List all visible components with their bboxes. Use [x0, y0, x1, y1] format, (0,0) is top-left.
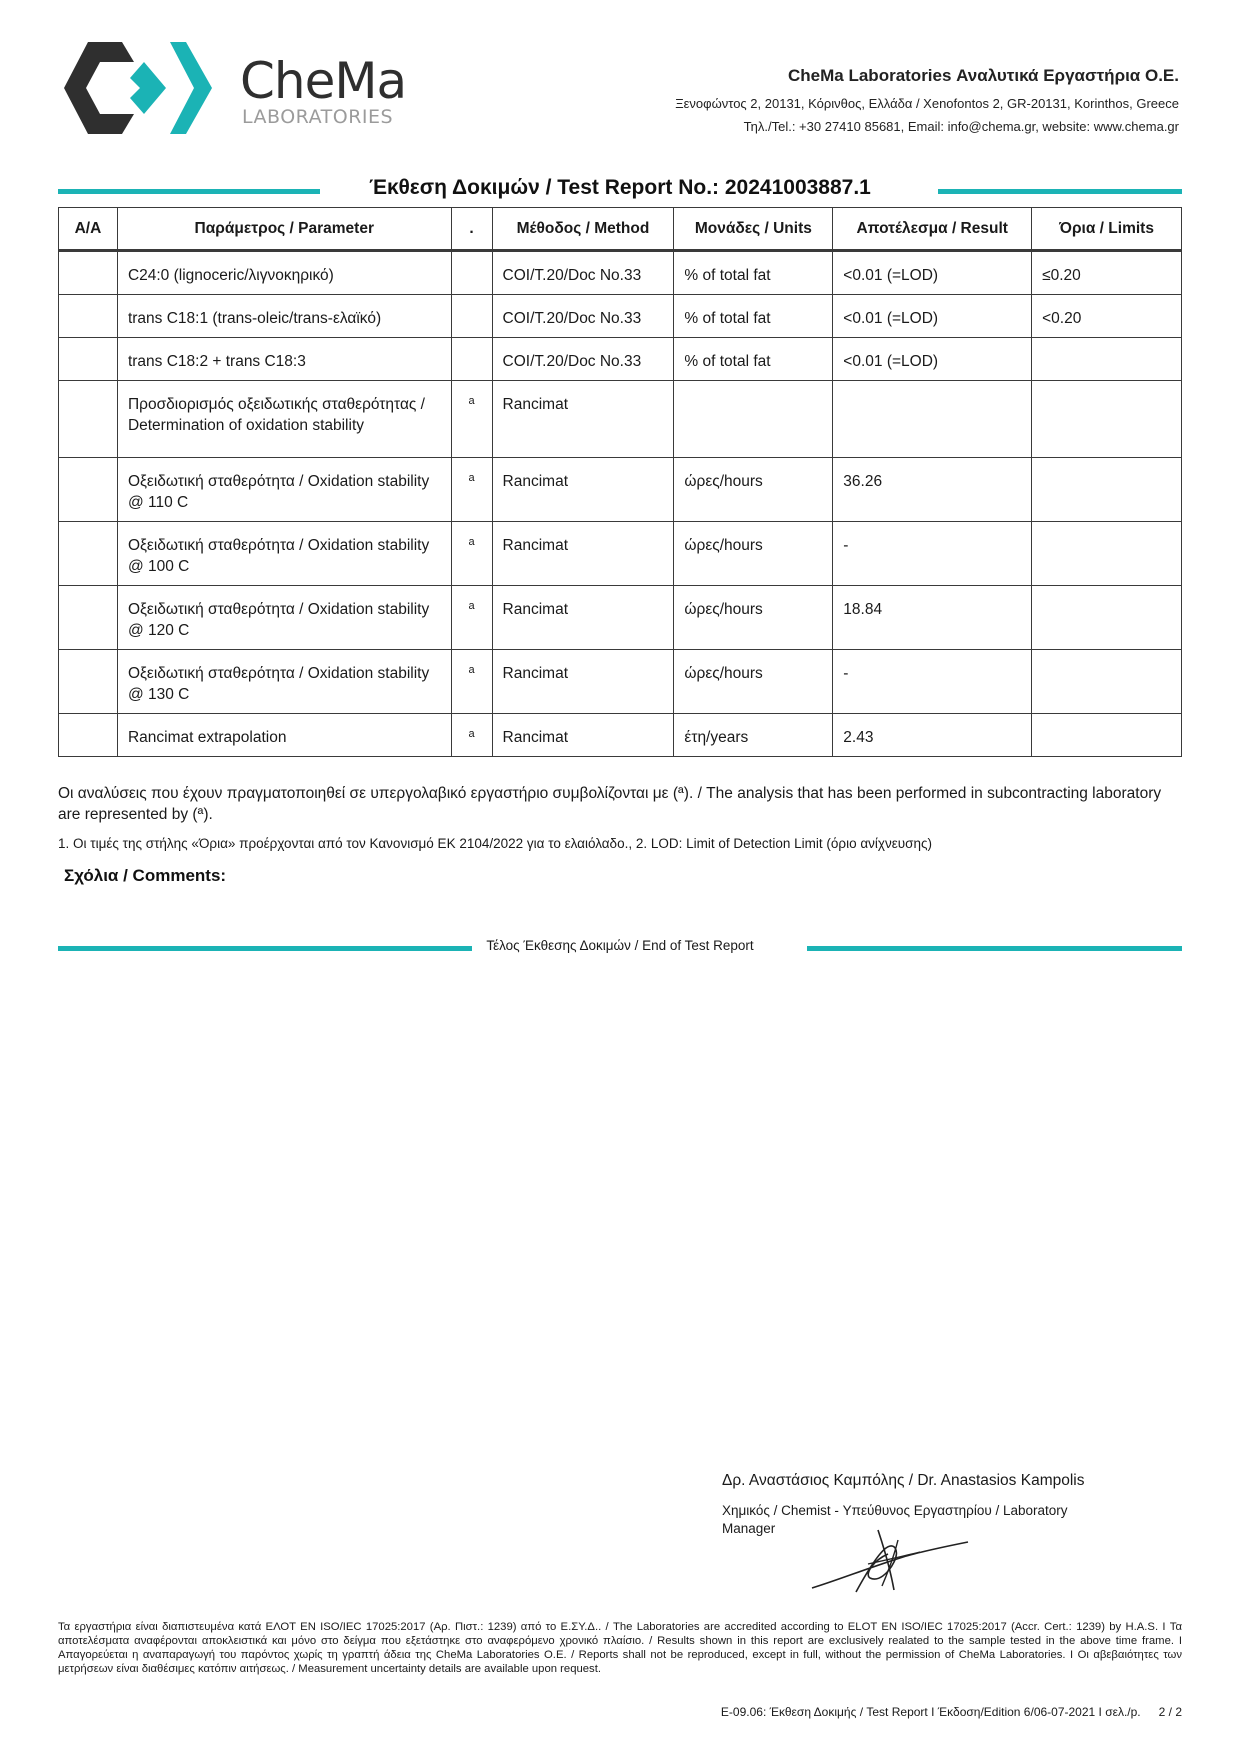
- cell-parameter: Οξειδωτική σταθερότητα / Oxidation stability @ 100 C: [117, 522, 451, 586]
- page-number: 2 / 2: [1158, 1705, 1182, 1719]
- company-info: [675, 66, 1179, 142]
- cell-parameter: Οξειδωτική σταθερότητα / Oxidation stability @ 120 C: [117, 586, 451, 650]
- cell-parameter: Οξειδωτική σταθερότητα / Oxidation stability @ 130 C: [117, 650, 451, 714]
- report-title: Έκθεση Δοκιμών / Test Report No.: 20241003887.1: [359, 176, 881, 199]
- cell-limits: [1032, 522, 1182, 586]
- table-row: [59, 650, 1182, 714]
- signatory-name: Δρ. Αναστάσιος Καμπόλης / Dr. Anastasios Kampolis: [722, 1472, 1085, 1489]
- cell-method: COI/T.20/Doc No.33: [492, 338, 674, 381]
- footnotes: 1. Οι τιμές της στήλης «Όρια» προέρχονται από τον Κανονισμό ΕΚ 2104/2022 για το ελαιόλαδο., 2. LOD: Limit of Detection Limit (όριο ανίχνευσης): [58, 836, 932, 851]
- cell-method: Rancimat: [492, 714, 674, 757]
- header-dot: .: [451, 208, 492, 251]
- cell-units: [674, 381, 833, 458]
- cell-aa: [59, 714, 118, 757]
- comments-label: Σχόλια / Comments:: [64, 866, 227, 885]
- cell-limits: [1032, 458, 1182, 522]
- cell-result: 2.43: [833, 714, 1032, 757]
- form-footer: [721, 1705, 1182, 1719]
- cell-units: ώρες/hours: [674, 586, 833, 650]
- company-address: Ξενοφώντος 2, 20131, Κόρινθος, Ελλάδα / Xenofontos 2, GR-20131, Korinthos, Greece: [675, 96, 1179, 111]
- end-of-report-text: Τέλος Έκθεσης Δοκιμών / End of Test Report: [478, 938, 761, 953]
- cell-limits: [1032, 714, 1182, 757]
- company-name: CheMa Laboratories Αναλυτικά Εργαστήρια Ο.Ε.: [788, 66, 1179, 85]
- cell-aa: [59, 295, 118, 338]
- logo-subtitle: LABORATORIES: [242, 106, 394, 128]
- cell-result: <0.01 (=LOD): [833, 295, 1032, 338]
- cell-units: % of total fat: [674, 338, 833, 381]
- subcontract-note: Οι αναλύσεις που έχουν πραγματοποιηθεί σε υπεργολαβικό εργαστήριο συμβολίζονται με (ª). / The analysis that has been performed in subcontracting laboratory are represented by (ª).: [58, 785, 1162, 823]
- cell-parameter: Οξειδωτική σταθερότητα / Oxidation stability @ 110 C: [117, 458, 451, 522]
- cell-units: % of total fat: [674, 251, 833, 295]
- cell-method: Rancimat: [492, 381, 674, 458]
- end-of-report-bar: [58, 938, 1182, 960]
- cell-aa: [59, 522, 118, 586]
- cell-limits: [1032, 381, 1182, 458]
- cell-limits: <0.20: [1032, 295, 1182, 338]
- company-logo: [62, 38, 412, 138]
- cell-aa: [59, 338, 118, 381]
- table-row: [59, 522, 1182, 586]
- cell-aa: [59, 251, 118, 295]
- header-result: Αποτέλεσμα / Result: [833, 208, 1032, 251]
- company-contact: Τηλ./Tel.: +30 27410 85681, Email: info@chema.gr, website: www.chema.gr: [743, 119, 1179, 134]
- cell-limits: [1032, 586, 1182, 650]
- cell-units: ώρες/hours: [674, 522, 833, 586]
- table-row: [59, 295, 1182, 338]
- accreditation-footer: Τα εργαστήρια είναι διαπιστευμένα κατά ΕΛΟΤ EN ISO/IEC 17025:2017 (Αρ. Πιστ.: 1239) από το Ε.ΣΥ.Δ.. / The Laboratories are accredited according to ELOT EN ISO/IEC 17025:2017 (Accr. Cert.: 1239) by H.A.S. I Τα αποτελέσματα αναφέρονται αποκλειστικά και μόνο στο δείγμα που εξετάστηκε στο αναφερόμενο χρονικό πλαίσιο. / Results shown in this report are exclusively realated to the sample tested in the above time frame. I Απαγορεύεται η αναπαραγωγή του παρόντος χωρίς τη γραπτή άδεια της CheMa Laboratories Ο.Ε. / Reports shall not be reproduced, except in full, without the permission of CheMa Laboratories. I Οι αβεβαιότητες των μετρήσεων είναι διαθέσιμες κατόπιν αιτήσεως. / Measurement uncertainty details are available upon request.: [58, 1621, 1182, 1675]
- table-row: [59, 381, 1182, 458]
- cell-result: 18.84: [833, 586, 1032, 650]
- cell-units: έτη/years: [674, 714, 833, 757]
- cell-aa: [59, 650, 118, 714]
- cell-sup: a: [451, 522, 492, 586]
- cell-units: ώρες/hours: [674, 458, 833, 522]
- logo-mark-icon: [62, 38, 232, 138]
- cell-method: Rancimat: [492, 586, 674, 650]
- cell-method: COI/T.20/Doc No.33: [492, 295, 674, 338]
- table-header-row: [59, 208, 1182, 251]
- cell-parameter: trans C18:1 (trans-oleic/trans-ελαϊκό): [117, 295, 451, 338]
- table-body: [59, 251, 1182, 757]
- cell-sup: a: [451, 650, 492, 714]
- cell-sup: [451, 295, 492, 338]
- cell-aa: [59, 458, 118, 522]
- cell-sup: [451, 251, 492, 295]
- cell-method: Rancimat: [492, 458, 674, 522]
- signatory-role: Χημικός / Chemist - Υπεύθυνος Εργαστηρίου / Laboratory Manager: [722, 1503, 1068, 1536]
- cell-units: % of total fat: [674, 295, 833, 338]
- cell-parameter: trans C18:2 + trans C18:3: [117, 338, 451, 381]
- cell-parameter: Rancimat extrapolation: [117, 714, 451, 757]
- table-row: [59, 458, 1182, 522]
- header-parameter: Παράμετρος / Parameter: [117, 208, 451, 251]
- table-row: [59, 714, 1182, 757]
- cell-aa: [59, 586, 118, 650]
- cell-sup: a: [451, 714, 492, 757]
- cell-aa: [59, 381, 118, 458]
- logo-name: CheMa: [240, 52, 407, 110]
- form-reference: E-09.06: Έκθεση Δοκιμής / Test Report I Έκδοση/Edition 6/06-07-2021 I σελ./p.: [720, 1705, 1141, 1719]
- cell-sup: a: [451, 381, 492, 458]
- header-aa: Α/Α: [59, 208, 118, 251]
- cell-limits: ≤0.20: [1032, 251, 1182, 295]
- cell-result: -: [833, 522, 1032, 586]
- cell-result: [833, 381, 1032, 458]
- cell-result: <0.01 (=LOD): [833, 251, 1032, 295]
- cell-limits: [1032, 338, 1182, 381]
- cell-result: 36.26: [833, 458, 1032, 522]
- cell-method: Rancimat: [492, 650, 674, 714]
- cell-result: -: [833, 650, 1032, 714]
- cell-parameter: Προσδιορισμός οξειδωτικής σταθερότητας / Determination of oxidation stability: [117, 381, 451, 458]
- cell-method: Rancimat: [492, 522, 674, 586]
- table-row: [59, 586, 1182, 650]
- header-method: Μέθοδος / Method: [492, 208, 674, 251]
- cell-units: ώρες/hours: [674, 650, 833, 714]
- signature-icon: [808, 1520, 978, 1600]
- cell-sup: [451, 338, 492, 381]
- cell-limits: [1032, 650, 1182, 714]
- results-table: [58, 207, 1182, 757]
- cell-result: <0.01 (=LOD): [833, 338, 1032, 381]
- header-units: Μονάδες / Units: [674, 208, 833, 251]
- report-title-bar: [58, 176, 1182, 206]
- header-limits: Όρια / Limits: [1032, 208, 1182, 251]
- cell-sup: a: [451, 586, 492, 650]
- table-row: [59, 251, 1182, 295]
- cell-parameter: C24:0 (lignoceric/λιγνοκηρικό): [117, 251, 451, 295]
- cell-method: COI/T.20/Doc No.33: [492, 251, 674, 295]
- cell-sup: a: [451, 458, 492, 522]
- table-row: [59, 338, 1182, 381]
